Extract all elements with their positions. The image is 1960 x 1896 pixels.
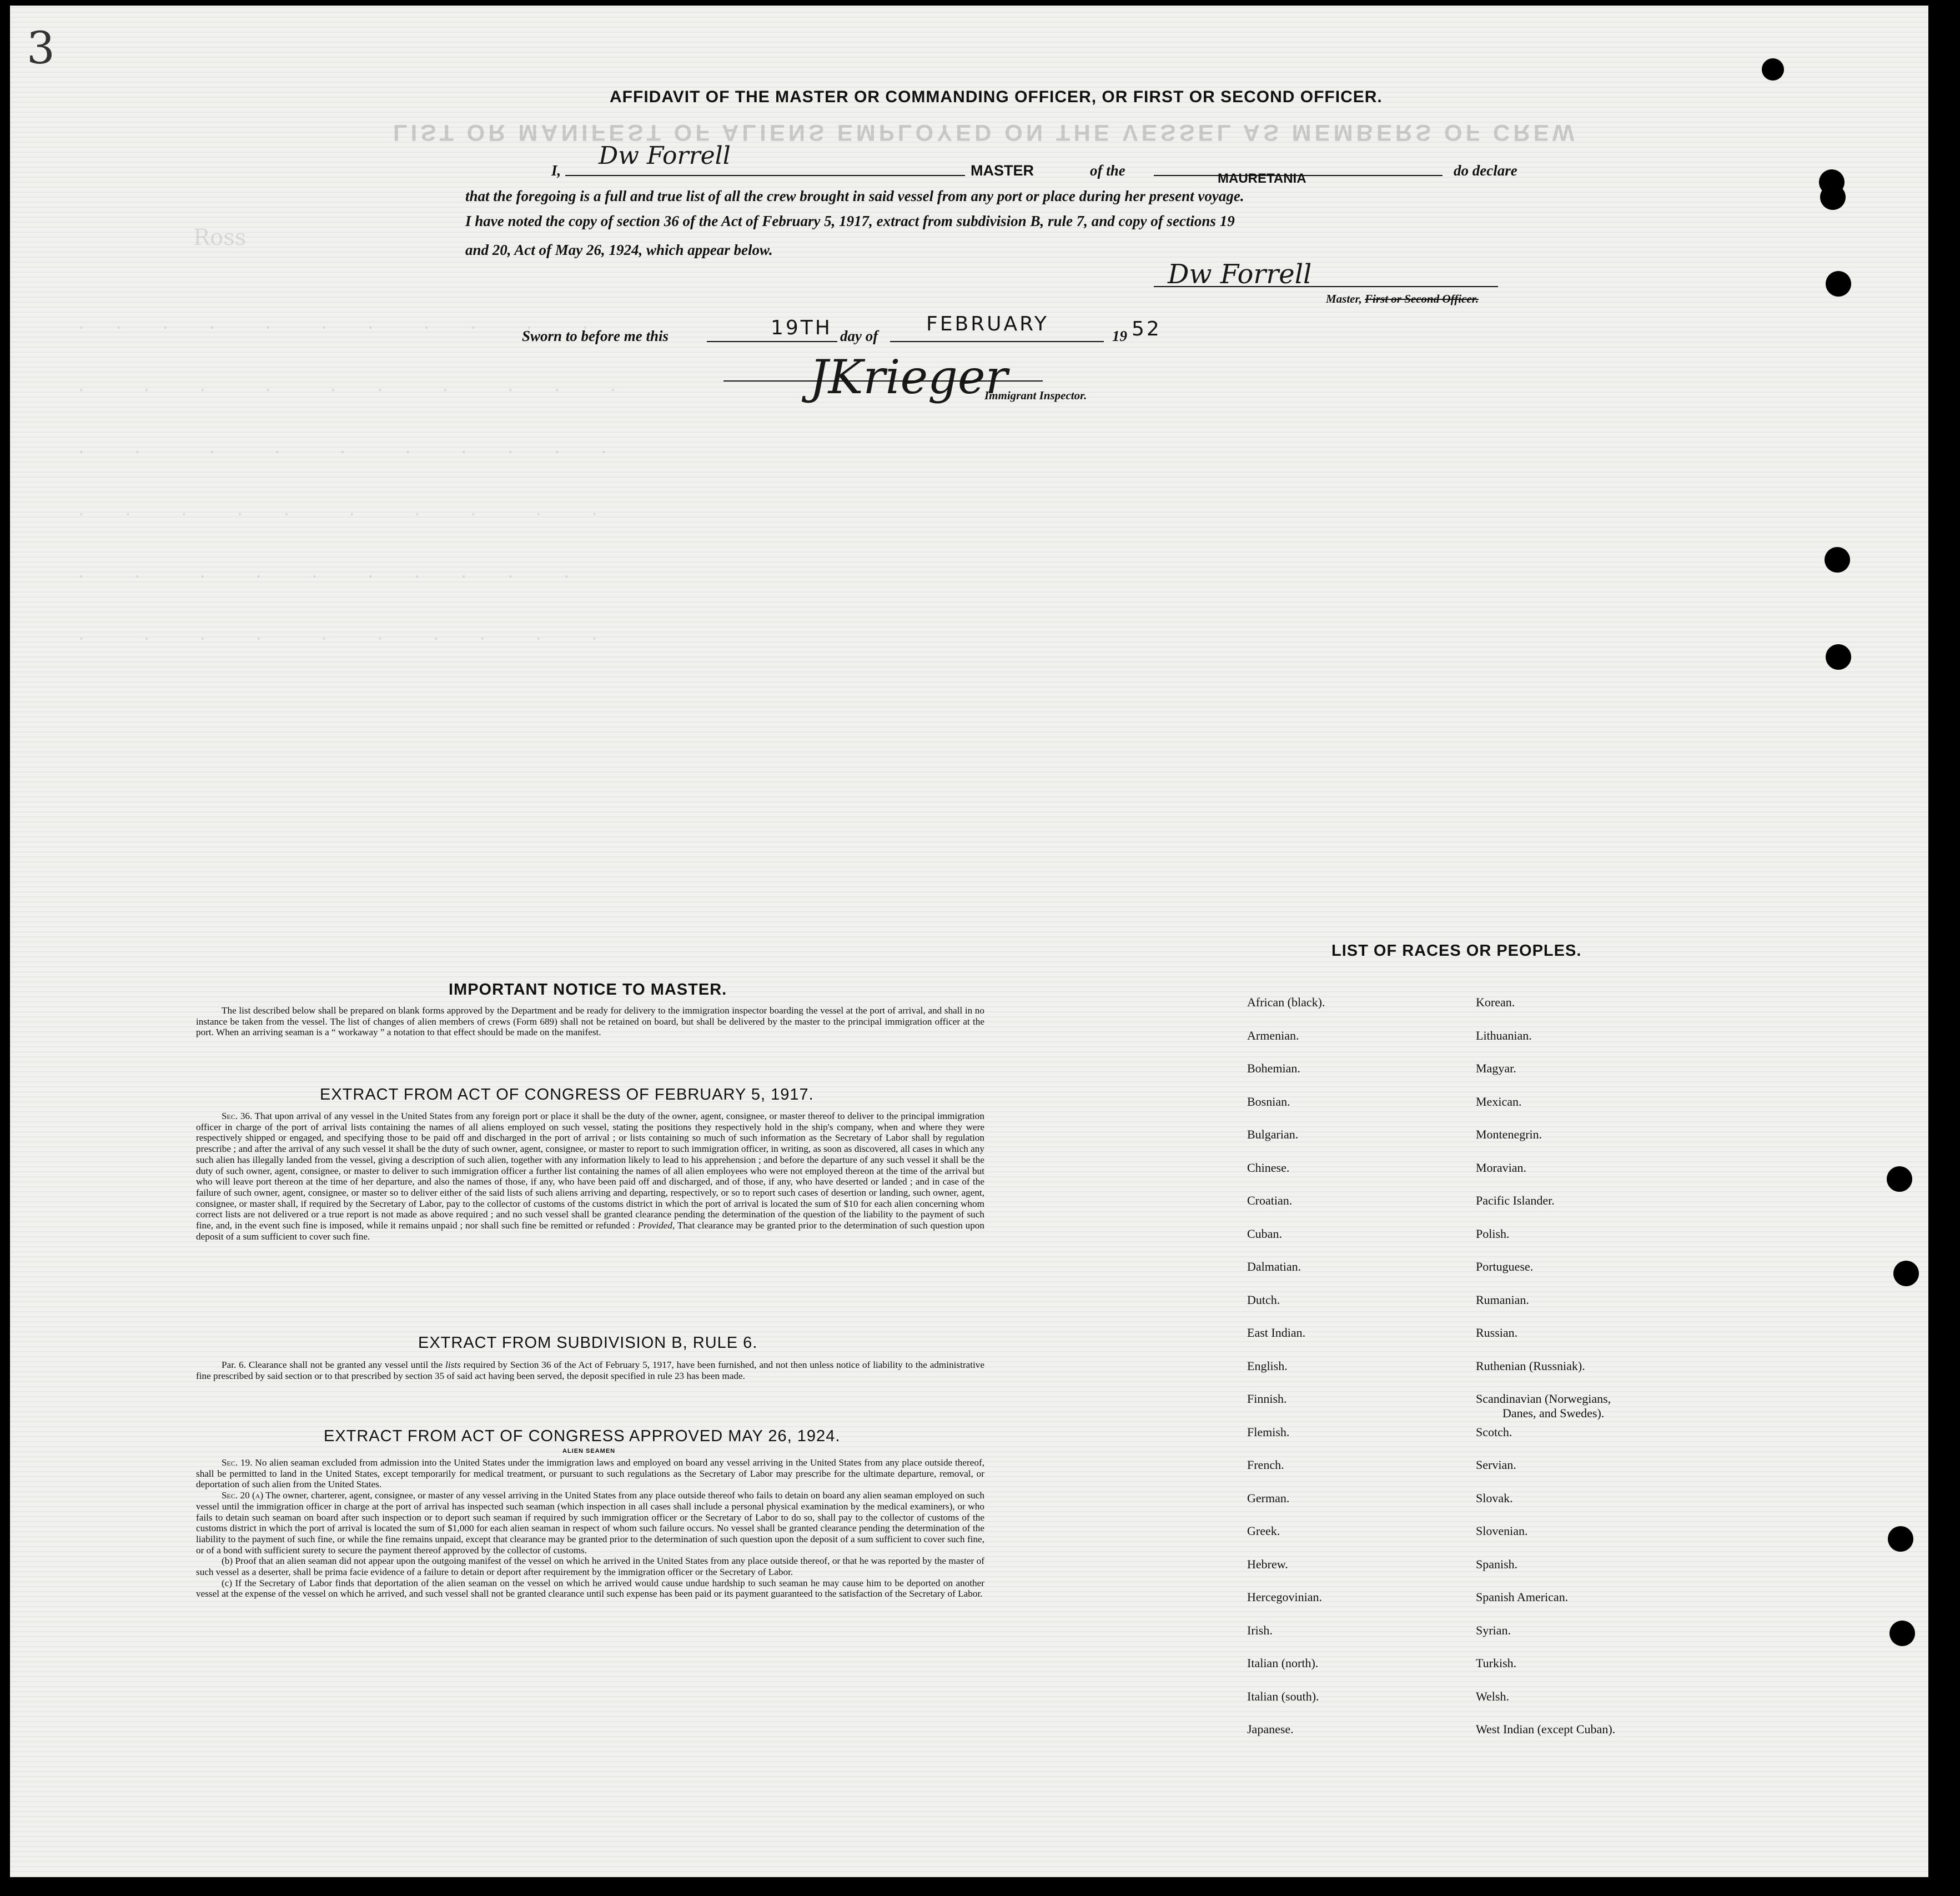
inspector-rule (723, 380, 1043, 382)
race-item: Korean. (1476, 995, 1515, 1009)
race-item: West Indian (except Cuban). (1476, 1722, 1616, 1736)
binder-hole (1893, 1261, 1919, 1286)
races-column-2 (1476, 995, 1615, 1755)
extract-rule6-body: Par. 6. Clearance shall not be granted any vessel until the lists required by Section 36 of the Act of February 5, 1917, have been furnished, and not then unless notice of liability to the administrative fine prescribed by said section or to that prescribed by section 35 of said act having been served, the deposit specified in rule 23 has been made. (196, 1360, 985, 1381)
race-item: Hercegovinian. (1247, 1590, 1322, 1604)
race-item: Armenian. (1247, 1028, 1299, 1042)
bleed-through-rows: . . . . . . . . . . . . . . . . . . . . . . . . . . . . . . . . . . . . . . . . . . . . . . . . . . . . . . . . . . . . . (77, 317, 618, 645)
bleed-through-text: Ross (193, 225, 247, 250)
affidavit-master: MASTER (971, 162, 1034, 179)
master-signature-rule (1154, 286, 1498, 287)
race-item: African (black). (1247, 995, 1325, 1009)
sworn-day-rule (707, 341, 837, 342)
race-item: Dutch. (1247, 1292, 1280, 1307)
sworn-year: 52 (1132, 318, 1162, 340)
race-item: Spanish American. (1476, 1590, 1569, 1604)
race-item: Finnish. (1247, 1392, 1287, 1406)
affidavit-of-the: of the (1090, 162, 1125, 179)
document-page (10, 6, 1928, 1877)
race-item: Portuguese. (1476, 1260, 1534, 1273)
sworn-day: 19TH (771, 317, 832, 339)
extract-1924-title: EXTRACT FROM ACT OF CONGRESS APPROVED MAY 26, 1924. (324, 1427, 841, 1445)
binder-hole (1887, 1166, 1912, 1192)
master-signature: Dw Forrell (1168, 259, 1312, 290)
race-item: Russian. (1476, 1326, 1518, 1340)
race-item: Servian. (1476, 1458, 1516, 1472)
race-item: Magyar. (1476, 1061, 1516, 1075)
extract-rule6-title: EXTRACT FROM SUBDIVISION B, RULE 6. (418, 1334, 758, 1352)
race-item: Slovak. (1476, 1491, 1513, 1505)
race-item: Scandinavian (Norwegians, Danes, and Swedes). (1476, 1392, 1611, 1420)
race-item: Slovenian. (1476, 1524, 1528, 1538)
race-item: Japanese. (1247, 1722, 1294, 1736)
binder-hole (1762, 58, 1784, 81)
extract-1924-subtitle: ALIEN SEAMEN (562, 1448, 616, 1454)
affidavit-i: I, (551, 162, 561, 179)
vessel-name: MAURETANIA (1218, 171, 1306, 186)
race-item: Chinese. (1247, 1160, 1290, 1175)
binder-hole (1825, 547, 1850, 573)
corner-mark: 3 (27, 22, 55, 74)
race-item: Spanish. (1476, 1557, 1518, 1571)
race-item: Moravian. (1476, 1160, 1527, 1175)
notice-body: The list described below shall be prepared on blank forms approved by the Department and be ready for delivery to the immigration inspector boarding the vessel at the port of arrival, and shall in no instance be taken from the vessel. The list of changes of alien members of crews (Form 689) shall not be retained on board, but shall be delivered by the master to the principal immigration officer at the port. When an arriving seaman is a “ workaway ” a notation to that effect should be made on the manifest. (196, 1005, 984, 1038)
race-item: Dalmatian. (1247, 1260, 1301, 1273)
race-item: Flemish. (1247, 1424, 1290, 1439)
affidavit-line4: and 20, Act of May 26, 1924, which appear below. (465, 242, 773, 258)
race-item: East Indian. (1247, 1326, 1306, 1340)
binder-hole (1889, 1621, 1915, 1646)
race-item: Pacific Islander. (1476, 1193, 1555, 1207)
races-column-1 (1247, 995, 1325, 1755)
affidavit-line2: that the foregoing is a full and true list of all the crew brought in said vessel from any port or place during her present voyage. (465, 188, 1244, 204)
race-item: English. (1247, 1358, 1288, 1373)
sworn-month: FEBRUARY (926, 313, 1049, 335)
race-item: Rumanian. (1476, 1292, 1529, 1307)
race-item: Bulgarian. (1247, 1127, 1299, 1141)
sworn-prefix: Sworn to before me this (522, 328, 669, 344)
race-item: French. (1247, 1458, 1284, 1472)
binder-hole (1820, 184, 1846, 210)
race-item: Irish. (1247, 1623, 1273, 1637)
bleed-through-title: LIST OR MANIFEST OF ALIENS EMPLOYED ON THE VESSEL AS MEMBERS OF CREW (393, 120, 1578, 146)
race-item: Lithuanian. (1476, 1028, 1532, 1042)
sworn-month-rule (890, 341, 1104, 342)
master-signature-inline: Dw Forrell (599, 142, 731, 170)
race-item: Greek. (1247, 1524, 1280, 1538)
race-item: Syrian. (1476, 1623, 1511, 1637)
inspector-signature: JKrieger (810, 350, 1008, 404)
binder-hole (1826, 644, 1851, 670)
sworn-day-of: day of (840, 328, 878, 344)
extract-1917-body: Sec. 36. That upon arrival of any vessel in the United States from any foreign port or place it shall be the duty of the owner, agent, consignee, or master thereof to deliver to the principal immigration officer in charge of the port of arrival lists containing the names of all aliens employed on such vessel, stating the positions they respectively hold in the ship's company, when and where they were respectively shipped or engaged, and specifying those to be paid off and discharged in the port of arrival ; or lists containing so much of such information as the Secretary of Labor shall by regulation prescribe ; and after the arrival of any such vessel it shall be the duty of such owner, agent, consignee, or master to report to such immigration officer, in writing, as soon as discovered, all cases in which any such alien has illegally landed from the vessel, giving a description of such alien, together with any information likely to lead to his apprehension ; and before the departure of any such vessel it shall be the duty of such owner, agent, consignee, or master to deliver to such immigration officer a further list containing the names of all alien employees who were not employed thereon at the time of the arrival but who will leave port thereon at the time of her departure, and also the names of those, if any, who have been paid off and discharged, and of those, if any, who have deserted or landed ; and in case of the failure of such owner, agent, consignee, or master so to deliver either of the said lists of such aliens arriving and departing, respectively, or so to report such cases of desertion or landing, such owner, agent, consignee, or master shall, if required by the Secretary of Labor, pay to the collector of customs of the customs district in which the port of arrival is located the sum of $10 for each alien concerning whom correct lists are not delivered or a true report is not made as above required ; and no such vessel shall be granted clearance pending the determination of the question of the liability to the payment of such fine, and, in the event such fine is imposed, while it remains unpaid ; nor shall such fine be remitted or refunded : Provided, That clearance may be granted prior to the determination of such question upon deposit of a sum sufficient to cover such fine. (196, 1111, 984, 1242)
inspector-caption: Immigrant Inspector. (984, 389, 1087, 402)
affidavit-line3: I have noted the copy of section 36 of the Act of February 5, 1917, extract from subdivision B, rule 7, and copy of sections 19 (465, 213, 1235, 229)
binder-hole (1826, 271, 1851, 297)
race-item: Cuban. (1247, 1226, 1282, 1241)
race-item: Croatian. (1247, 1193, 1293, 1207)
sworn-year-prefix: 19 (1112, 328, 1127, 344)
race-item: Scotch. (1476, 1424, 1512, 1439)
master-caption: Master, First or Second Officer. (1326, 292, 1479, 305)
race-item: German. (1247, 1491, 1290, 1505)
race-item: Montenegrin. (1476, 1127, 1542, 1141)
affidavit-name-rule (565, 175, 965, 176)
race-item: Polish. (1476, 1226, 1510, 1241)
extract-1924-body: Sec. 19. No alien seaman excluded from admission into the United States under the immigration laws and employed on board any vessel arriving in the United States from any place outside thereof, shall be permitted to land in the United States, except temporarily for medical treatment, or pursuant to such regulations as the Secretary of Labor may prescribe for the ultimate departure, removal, or deportation of such alien from the United States. Sec. 20 (a) The owner, charterer, agent, consignee, or master of any vessel arriving in the United States from any place outside thereof who fails to detain on board any alien seaman employed on such vessel until the immigration officer in charge at the port of arrival has inspected such seaman (which inspection in all cases shall include a personal physical examination by the medical examiners), or who fails to detain such seaman on board after such inspection or to deport such seaman if required by such immigration officer or the Secretary of Labor to do so, shall pay to the collector of customs of the customs district in which the port of arrival is located the sum of $1,000 for each alien seaman in respect of whom such failure occurs. No vessel shall be granted clearance pending the determination of the liability to the payment of such fine, or while the fine remains unpaid, except that clearance may be granted prior to the determination of such question upon the deposit of a sum sufficient to cover such fine, or of a bond with sufficient surety to secure the payment thereof approved by the collector of customs. (b) Proof that an alien seaman did not appear upon the outgoing manifest of the vessel on which he arrived in the United States from any place outside thereof, or that he was reported by the master of such vessel as a deserter, shall be prima facie evidence of a failure to detain or deport after requirement by the immigration officer or the Secretary of Labor. (c) If the Secretary of Labor finds that deportation of the alien seaman on the vessel on which he arrived would cause undue hardship to such seaman he may cause him to be deported on another vessel at the expense of the vessel on which he arrived, and such vessel shall not be granted clearance until such expense has been paid or its payment guaranteed to the satisfaction of the Secretary of Labor. (196, 1457, 985, 1599)
race-item: Bosnian. (1247, 1094, 1290, 1108)
race-item: Ruthenian (Russniak). (1476, 1358, 1585, 1373)
race-item: Turkish. (1476, 1656, 1517, 1670)
race-item: Mexican. (1476, 1094, 1522, 1108)
binder-hole (1888, 1526, 1913, 1552)
races-title: LIST OF RACES OR PEOPLES. (1331, 942, 1582, 960)
race-item: Welsh. (1476, 1689, 1509, 1703)
affidavit-title: AFFIDAVIT OF THE MASTER OR COMMANDING OFFICER, OR FIRST OR SECOND OFFICER. (610, 88, 1383, 106)
race-item: Hebrew. (1247, 1557, 1288, 1571)
race-item: Italian (north). (1247, 1656, 1319, 1670)
extract-1917-title: EXTRACT FROM ACT OF CONGRESS OF FEBRUARY 5, 1917. (320, 1086, 814, 1104)
affidavit-declare: do declare (1454, 162, 1517, 179)
race-item: Bohemian. (1247, 1061, 1300, 1075)
race-item: Italian (south). (1247, 1689, 1319, 1703)
notice-title: IMPORTANT NOTICE TO MASTER. (449, 981, 727, 999)
